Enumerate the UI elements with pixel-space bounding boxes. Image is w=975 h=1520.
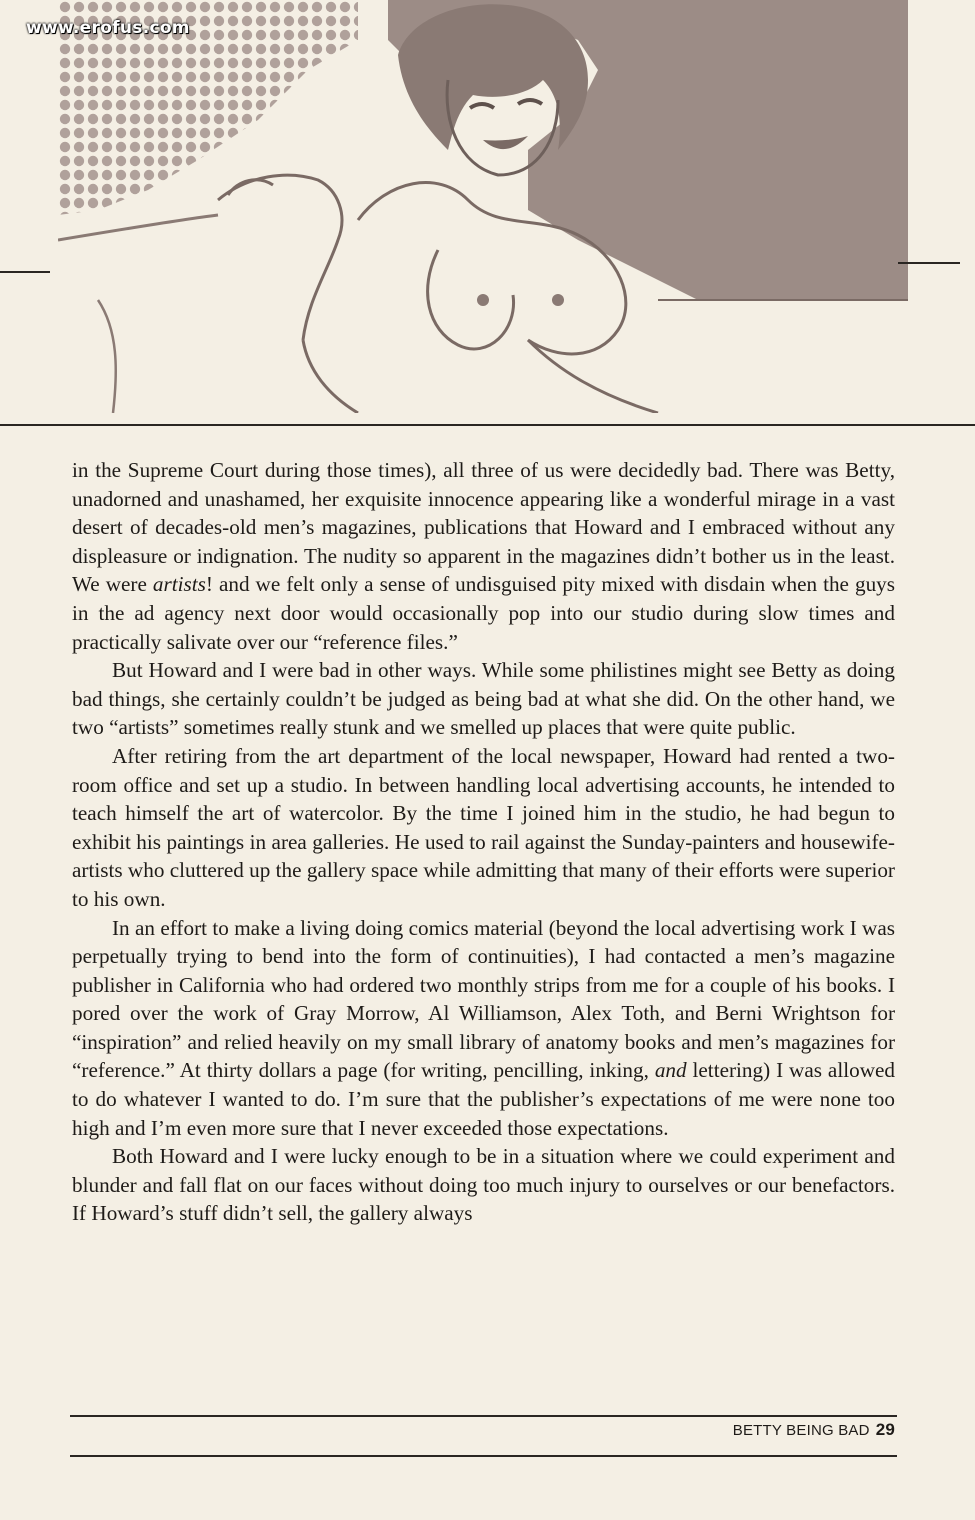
site-watermark: www.erofus.com <box>26 18 190 38</box>
paragraph-1: in the Supreme Court during those times), all three of us were decidedly bad. There was Betty, unadorned and unashamed, her exquisite innocence appearing like a wonderful mirage in a vast desert of decades-old men’s magazines, publications that Howard and I embraced without any displeasure or indignation. The nudity so apparent in the magazines didn’t bother us in the least. We were artists! and we felt only a sense of undisguised pity mixed with disdain when the guys in the ad agency next door would occasionally pop into our studio during slow times and practically salivate over our “reference files.” <box>72 458 895 654</box>
illustration-divider <box>0 424 975 426</box>
paragraph-5: Both Howard and I were lucky enough to be in a situation where we could experiment and blunder and fall flat on our faces without doing too much injury to ourselves or our benefactors. If Howard’s stuff didn’t sell, the gallery always <box>72 1144 895 1226</box>
page-number: 29 <box>875 1420 895 1439</box>
footer-rule-top <box>70 1415 897 1417</box>
left-edge-rule <box>0 271 50 273</box>
page-footer <box>733 1420 895 1440</box>
running-title: BETTY BEING BAD <box>732 1422 870 1439</box>
paragraph-4: In an effort to make a living doing comics material (beyond the local advertising work I was perpetually trying to bend into the form of continuities), I had contacted a men’s magazine publisher in California who had ordered two monthly strips from me for a couple of his books. I pored over the work of Gray Morrow, Al Williamson, Alex Toth, and Berni Wrightson for “inspiration” and relied heavily on my small library of anatomy books and men’s magazines for “reference.” At thirty dollars a page (for writing, pencilling, inking, and lettering) I was allowed to do whatever I wanted to do. I’m sure that the publisher’s expectations of me were none too high and I’m even more sure that I never exceeded those expectations. <box>72 915 896 1140</box>
pin-up-illustration <box>58 0 908 413</box>
paragraph-3: After retiring from the art department of the local newspaper, Howard had rented a two-room office and set up a studio. In between handling local advertising accounts, he intended to teach himself the art of watercolor. By the time I joined him in the studio, he had begun to exhibit his paintings in area galleries. He used to rail against the Sunday-painters and housewife-artists who cluttered up the gallery space while admitting that many of their efforts were superior to his own. <box>72 743 895 911</box>
article-body <box>72 456 895 1228</box>
paragraph-2: But Howard and I were bad in other ways. While some philistines might see Betty as doing bad things, she certainly couldn’t be judged as being bad at what she did. On the other hand, we two “artists” sometimes really stunk and we smelled up places that were quite public. <box>72 658 895 740</box>
footer-rule-bottom <box>70 1455 897 1457</box>
right-edge-rule <box>898 262 960 264</box>
